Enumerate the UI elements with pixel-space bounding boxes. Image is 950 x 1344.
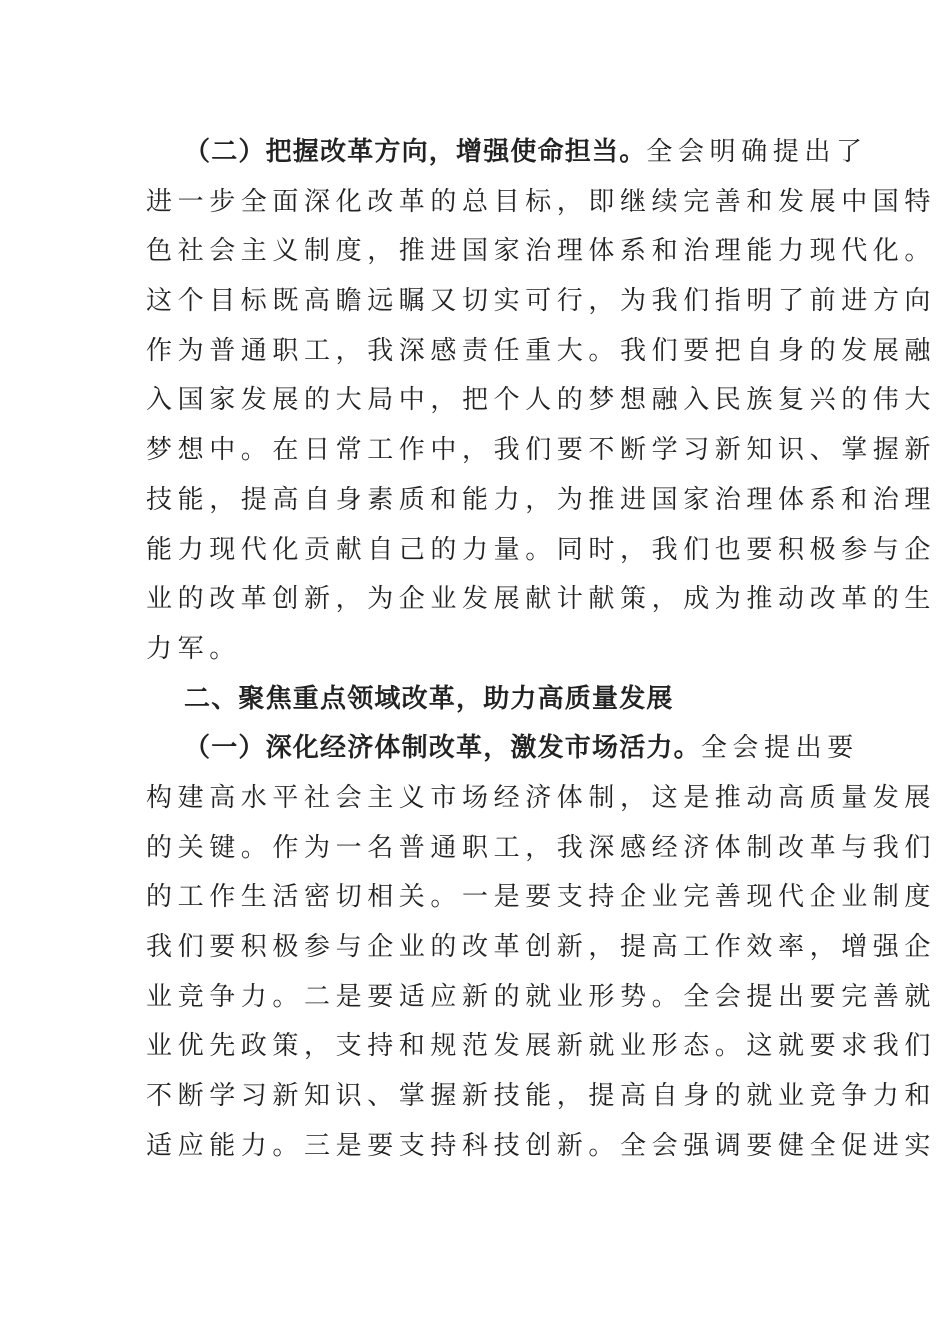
paragraph-line: 这个目标既高瞻远瞩又切实可行，为我们指明了前进方向 [146,286,937,317]
paragraph-line: 我们要积极参与企业的改革创新，提高工作效率，增强企 [146,932,937,962]
paragraph-line [146,724,859,774]
paragraph-line: 业的改革创新，为企业发展献计献策，成为推动改革的生 [146,584,937,615]
paragraph-line: 力军。 [146,633,241,664]
document-page [146,128,937,1171]
paragraph-line [146,128,868,178]
paragraph-line: 进一步全面深化改革的总目标，即继续完善和发展中国特 [146,186,937,217]
paragraph-line: 不断学习新知识、掌握新技能，提高自身的就业竞争力和 [146,1081,937,1112]
text-run: 全会提出要 [700,733,859,764]
paragraph-line: 色社会主义制度，推进国家治理体系和治理能力现代化。 [146,236,937,267]
paragraph-line: 技能，提高自身素质和能力，为推进国家治理体系和治理 [146,484,937,515]
paragraph-line: 作为普通职工，我深感责任重大。我们要把自身的发展融 [146,335,937,366]
section-heading: 二、聚焦重点领域改革，助力高质量发展 [184,683,674,714]
paragraph-line: 适应能力。三是要支持科技创新。全会强调要健全促进实 [146,1130,937,1161]
paragraph-line: 构建高水平社会主义市场经济体制，这是推动高质量发展 [146,782,937,813]
paragraph-line: 的关键。作为一名普通职工，我深感经济体制改革与我们 [146,832,937,863]
paragraph-line: 业优先政策，支持和规范发展新就业形态。这就要求我们 [146,1031,937,1062]
bold-lead: （一）深化经济体制改革，激发市场活力。 [184,733,701,764]
paragraph-line: 的工作生活密切相关。一是要支持企业完善现代企业制度 [146,882,937,913]
paragraph-line: 业竞争力。二是要适应新的就业形势。全会提出要完善就 [146,981,937,1012]
paragraph-line: 能力现代化贡献自己的力量。同时，我们也要积极参与企 [146,534,937,565]
bold-lead: （二）把握改革方向，增强使命担当。 [184,137,647,167]
text-run: 全会明确提出了 [646,137,868,167]
paragraph-line: 入国家发展的大局中，把个人的梦想融入民族复兴的伟大 [146,385,937,416]
paragraph-line: 梦想中。在日常工作中，我们要不断学习新知识、掌握新 [146,435,937,466]
